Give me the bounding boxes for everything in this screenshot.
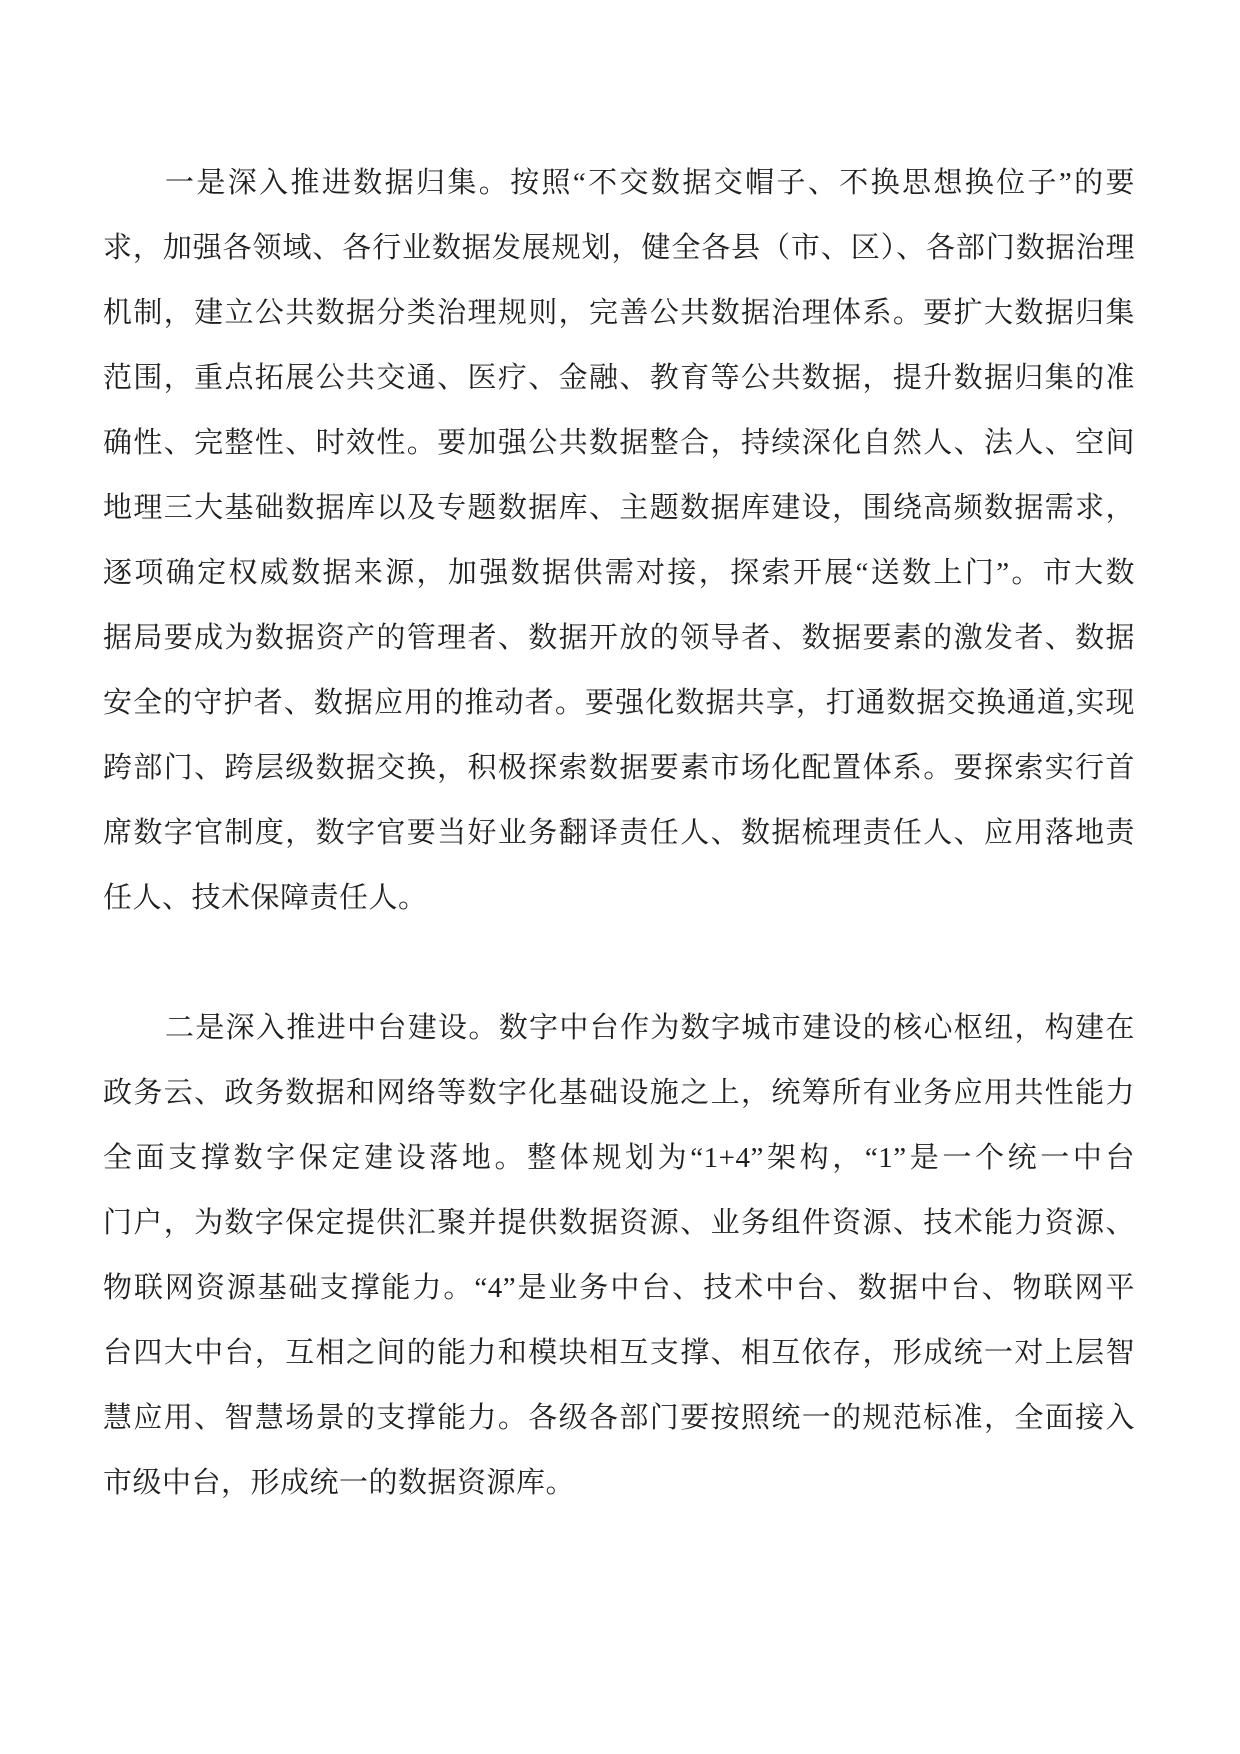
text-line: 范围，重点拓展公共交通、医疗、金融、教育等公共数据，提升数据归集的准 xyxy=(103,362,1135,394)
text-line: 据局要成为数据资产的管理者、数据开放的领导者、数据要素的激发者、数据 xyxy=(103,622,1135,654)
text-line: 求，加强各领域、各行业数据发展规划，健全各县（市、区）、各部门数据治理 xyxy=(103,232,1135,264)
text-line: 任人、技术保障责任人。 xyxy=(103,882,428,914)
paragraph-2 xyxy=(103,996,1135,1516)
text-line: 地理三大基础数据库以及专题数据库、主题数据库建设，围绕高频数据需求， xyxy=(103,492,1135,524)
text-line: 跨部门、跨层级数据交换，积极探索数据要素市场化配置体系。要探索实行首 xyxy=(103,752,1135,784)
text-line: 门户，为数字保定提供汇聚并提供数据资源、业务组件资源、技术能力资源、 xyxy=(103,1207,1135,1239)
text-line: 慧应用、智慧场景的支撑能力。各级各部门要按照统一的规范标准，全面接入 xyxy=(103,1402,1135,1434)
text-line: 全面支撑数字保定建设落地。整体规划为“1+4”架构，“1”是一个统一中台 xyxy=(103,1142,1135,1174)
text-line: 市级中台，形成统一的数据资源库。 xyxy=(103,1467,576,1499)
paragraph-spacer xyxy=(103,931,1135,996)
paragraph-1 xyxy=(103,151,1135,931)
document-body xyxy=(103,151,1135,1516)
text-line: 逐项确定权威数据来源，加强数据供需对接，探索开展“送数上门”。市大数 xyxy=(103,557,1135,589)
text-line: 安全的守护者、数据应用的推动者。要强化数据共享，打通数据交换通道,实现 xyxy=(103,687,1135,719)
text-line: 一是深入推进数据归集。按照“不交数据交帽子、不换思想换位子”的要 xyxy=(165,167,1135,199)
text-line: 确性、完整性、时效性。要加强公共数据整合，持续深化自然人、法人、空间 xyxy=(103,427,1135,459)
text-line: 物联网资源基础支撑能力。“4”是业务中台、技术中台、数据中台、物联网平 xyxy=(103,1272,1135,1304)
text-line: 政务云、政务数据和网络等数字化基础设施之上，统筹所有业务应用共性能力 xyxy=(103,1077,1135,1109)
text-line: 机制，建立公共数据分类治理规则，完善公共数据治理体系。要扩大数据归集 xyxy=(103,297,1135,329)
text-line: 二是深入推进中台建设。数字中台作为数字城市建设的核心枢纽，构建在 xyxy=(165,1012,1135,1044)
text-line: 席数字官制度，数字官要当好业务翻译责任人、数据梳理责任人、应用落地责 xyxy=(103,817,1135,849)
text-line: 台四大中台，互相之间的能力和模块相互支撑、相互依存，形成统一对上层智 xyxy=(103,1337,1135,1369)
